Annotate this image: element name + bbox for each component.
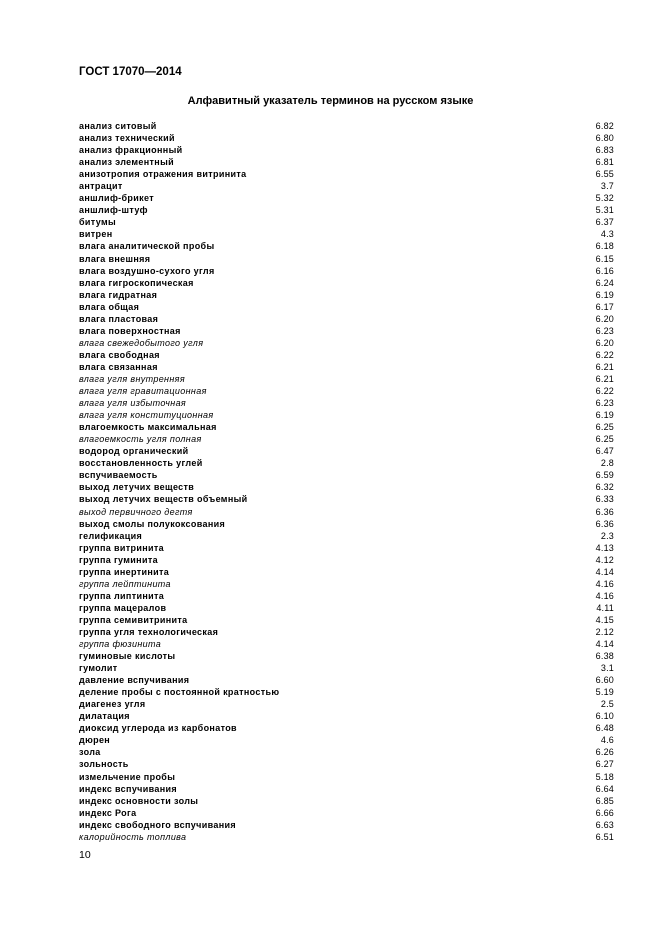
index-reference: 3.1 — [600, 663, 614, 674]
index-reference: 5.31 — [595, 205, 614, 216]
index-entry — [79, 253, 614, 265]
index-reference: 4.16 — [595, 590, 614, 601]
index-reference: 5.32 — [595, 193, 614, 204]
index-term: выход летучих веществ объемный — [79, 494, 248, 505]
index-entry — [79, 457, 614, 469]
index-reference: 6.24 — [595, 277, 614, 288]
index-reference: 6.19 — [595, 289, 614, 300]
index-reference: 6.33 — [595, 494, 614, 505]
index-entry — [79, 228, 614, 240]
index-entry — [79, 674, 614, 686]
index-term: гумолит — [79, 663, 118, 674]
index-entry — [79, 554, 614, 566]
index-entry — [79, 698, 614, 710]
index-term: анализ технический — [79, 133, 175, 144]
index-term: антрацит — [79, 181, 123, 192]
index-term: дюрен — [79, 735, 111, 746]
index-entry — [79, 349, 614, 361]
index-reference: 6.85 — [595, 795, 614, 806]
index-entry — [79, 421, 614, 433]
index-term: группа угля технологическая — [79, 626, 219, 637]
index-entry — [79, 530, 614, 542]
index-entry — [79, 807, 614, 819]
index-reference: 6.66 — [595, 807, 614, 818]
index-term: влагоемкость максимальная — [79, 422, 217, 433]
index-term: влага гидратная — [79, 289, 158, 300]
index-reference: 6.17 — [595, 301, 614, 312]
index-term: диоксид углерода из карбонатов — [79, 723, 237, 734]
index-reference: 6.23 — [595, 398, 614, 409]
index-reference: 6.36 — [595, 518, 614, 529]
index-term: группа мацералов — [79, 602, 167, 613]
index-reference: 6.25 — [595, 422, 614, 433]
index-entry — [79, 710, 614, 722]
index-entry — [79, 240, 614, 252]
index-term: группа лейптинита — [79, 578, 171, 589]
document-header: ГОСТ 17070—2014 — [79, 66, 182, 78]
index-entry — [79, 734, 614, 746]
index-term: влага угля избыточная — [79, 398, 187, 409]
index-term: группа инертинита — [79, 566, 170, 577]
index-term: анализ фракционный — [79, 145, 183, 156]
index-reference: 4.14 — [595, 566, 614, 577]
index-entry — [79, 144, 614, 156]
index-term: битумы — [79, 217, 117, 228]
index-reference: 6.21 — [595, 373, 614, 384]
index-reference: 6.59 — [595, 470, 614, 481]
index-entry — [79, 638, 614, 650]
index-term: влага аналитической пробы — [79, 241, 215, 252]
index-reference: 3.7 — [600, 181, 614, 192]
index-reference: 2.12 — [595, 626, 614, 637]
index-entry — [79, 686, 614, 698]
index-term: анизотропия отражения витринита — [79, 169, 247, 180]
index-reference: 6.26 — [595, 747, 614, 758]
index-reference: 4.6 — [600, 735, 614, 746]
index-term: аншлиф-штуф — [79, 205, 148, 216]
index-term: группа семивитринита — [79, 614, 188, 625]
index-reference: 6.82 — [595, 121, 614, 131]
index-reference: 6.16 — [595, 265, 614, 276]
index-reference: 6.19 — [595, 410, 614, 421]
index-entry — [79, 771, 614, 783]
index-entry — [79, 373, 614, 385]
index-entry — [79, 722, 614, 734]
index-term: гуминовые кислоты — [79, 651, 176, 662]
page-number: 10 — [79, 849, 91, 861]
index-term: выход летучих веществ — [79, 482, 195, 493]
index-term: дилатация — [79, 711, 130, 722]
index-term: влага свежедобытого угля — [79, 337, 204, 348]
index-term: индекс основности золы — [79, 795, 199, 806]
index-term: гелификация — [79, 530, 143, 541]
index-entry — [79, 445, 614, 457]
index-term: влага гигроскопическая — [79, 277, 194, 288]
index-reference: 4.14 — [595, 639, 614, 650]
index-reference: 6.25 — [595, 434, 614, 445]
index-term: влага угля внутренняя — [79, 373, 185, 384]
index-term: влага свободная — [79, 349, 160, 360]
index-entry — [79, 385, 614, 397]
index-entry — [79, 626, 614, 638]
index-reference: 6.64 — [595, 783, 614, 794]
index-reference: 6.38 — [595, 651, 614, 662]
index-entry — [79, 518, 614, 530]
index-entry — [79, 192, 614, 204]
index-entry — [79, 758, 614, 770]
index-reference: 6.48 — [595, 723, 614, 734]
index-term: группа витринита — [79, 542, 164, 553]
index-term: влага внешняя — [79, 253, 151, 264]
index-term: зольность — [79, 759, 129, 770]
index-entry — [79, 337, 614, 349]
index-entry — [79, 180, 614, 192]
index-term: влага воздушно-сухого угля — [79, 265, 215, 276]
index-reference: 6.51 — [595, 831, 614, 842]
index-reference: 6.22 — [595, 386, 614, 397]
index-term: индекс вспучивания — [79, 783, 178, 794]
index-reference: 4.3 — [600, 229, 614, 240]
index-reference: 4.16 — [595, 578, 614, 589]
index-entry — [79, 614, 614, 626]
index-term: аншлиф-брикет — [79, 193, 155, 204]
index-reference: 5.19 — [595, 687, 614, 698]
index-entry — [79, 650, 614, 662]
index-reference: 6.60 — [595, 675, 614, 686]
index-entry — [79, 590, 614, 602]
index-entry — [79, 313, 614, 325]
index-term: деление пробы с постоянной кратностью — [79, 687, 280, 698]
index-entry — [79, 602, 614, 614]
index-reference: 2.8 — [600, 458, 614, 469]
index-entry — [79, 156, 614, 168]
index-term: влага связанная — [79, 361, 158, 372]
index-term: витрен — [79, 229, 113, 240]
index-term: влага поверхностная — [79, 325, 181, 336]
index-reference: 6.23 — [595, 325, 614, 336]
index-term: давление вспучивания — [79, 675, 190, 686]
index-reference: 4.13 — [595, 542, 614, 553]
index-entry — [79, 120, 614, 132]
index-entry — [79, 277, 614, 289]
index-reference: 6.36 — [595, 506, 614, 517]
index-term: индекс Рога — [79, 807, 137, 818]
index-reference: 6.63 — [595, 819, 614, 830]
index-entry — [79, 204, 614, 216]
index-reference: 6.20 — [595, 337, 614, 348]
index-entry — [79, 746, 614, 758]
index-entry — [79, 506, 614, 518]
index-reference: 6.21 — [595, 361, 614, 372]
index-entry — [79, 325, 614, 337]
index-reference: 6.55 — [595, 169, 614, 180]
index-entry — [79, 542, 614, 554]
index-term: калорийность топлива — [79, 831, 187, 842]
index-term: выход смолы полукоксования — [79, 518, 226, 529]
index-reference: 6.22 — [595, 349, 614, 360]
index-entry — [79, 566, 614, 578]
index-term: восстановленность углей — [79, 458, 203, 469]
index-entry — [79, 481, 614, 493]
index-reference: 6.20 — [595, 313, 614, 324]
index-reference: 6.80 — [595, 133, 614, 144]
index-reference: 6.27 — [595, 759, 614, 770]
index-entry — [79, 168, 614, 180]
index-entry — [79, 397, 614, 409]
index-term: группа фюзинита — [79, 639, 162, 650]
index-term: водород органический — [79, 446, 189, 457]
index-term: влагоемкость угля полная — [79, 434, 202, 445]
index-reference: 4.12 — [595, 554, 614, 565]
index-reference: 6.18 — [595, 241, 614, 252]
index-entry — [79, 132, 614, 144]
index-reference: 6.32 — [595, 482, 614, 493]
index-term: индекс свободного вспучивания — [79, 819, 237, 830]
index-entry — [79, 578, 614, 590]
index-term: зола — [79, 747, 101, 758]
index-term: вспучиваемость — [79, 470, 158, 481]
index-reference: 4.15 — [595, 614, 614, 625]
index-reference: 2.3 — [600, 530, 614, 541]
term-index-list — [79, 120, 614, 843]
index-title: Алфавитный указатель терминов на русском языке — [187, 95, 474, 107]
index-entry — [79, 301, 614, 313]
index-reference: 2.5 — [600, 699, 614, 710]
index-entry — [79, 493, 614, 505]
index-entry — [79, 795, 614, 807]
index-reference: 6.37 — [595, 217, 614, 228]
index-entry — [79, 433, 614, 445]
index-entry — [79, 265, 614, 277]
index-entry — [79, 662, 614, 674]
index-term: анализ ситовый — [79, 121, 157, 131]
index-term: измельчение пробы — [79, 771, 176, 782]
index-entry — [79, 783, 614, 795]
index-term: влага угля конституционная — [79, 410, 214, 421]
index-term: влага общая — [79, 301, 140, 312]
index-entry — [79, 831, 614, 843]
index-term: влага пластовая — [79, 313, 159, 324]
index-term: группа липтинита — [79, 590, 165, 601]
index-reference: 6.81 — [595, 157, 614, 168]
index-reference: 5.18 — [595, 771, 614, 782]
index-term: анализ элементный — [79, 157, 175, 168]
index-entry — [79, 361, 614, 373]
index-entry — [79, 469, 614, 481]
index-reference: 6.83 — [595, 145, 614, 156]
index-reference: 6.47 — [595, 446, 614, 457]
index-reference: 6.10 — [595, 711, 614, 722]
index-reference: 6.15 — [595, 253, 614, 264]
index-term: группа гуминита — [79, 554, 158, 565]
index-entry — [79, 409, 614, 421]
index-entry — [79, 289, 614, 301]
index-reference: 4.11 — [596, 602, 614, 613]
index-term: диагенез угля — [79, 699, 146, 710]
index-term: выход первичного дегтя — [79, 506, 193, 517]
index-entry — [79, 819, 614, 831]
index-entry — [79, 216, 614, 228]
index-term: влага угля гравитационная — [79, 386, 207, 397]
